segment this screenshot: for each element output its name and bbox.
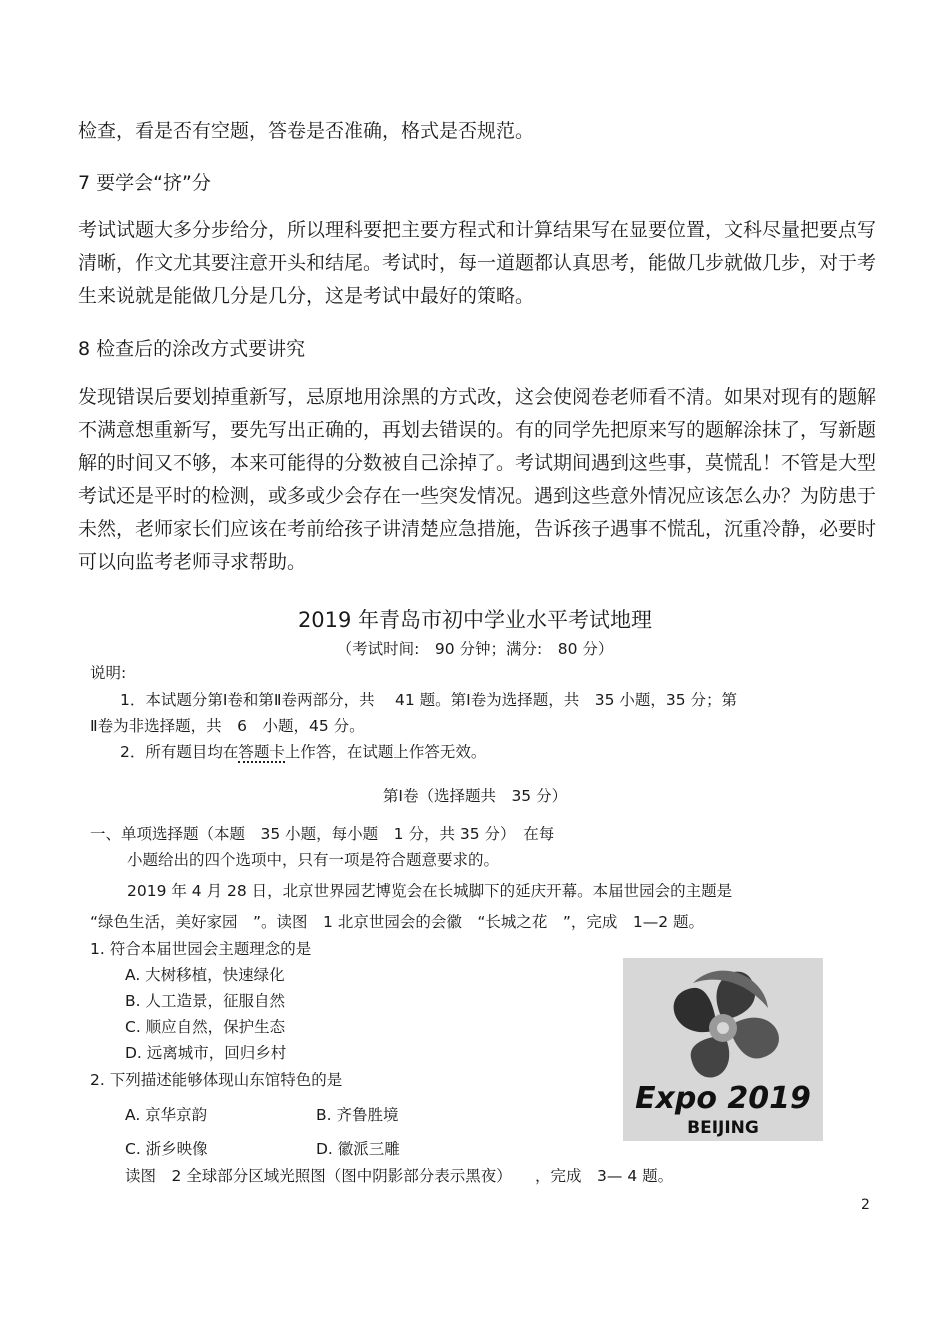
question-1: 1. 符合本届世园会主题理念的是	[90, 940, 312, 958]
logo-expo-text: Expo 2019	[635, 1081, 811, 1116]
intro-line-b: “绿色生活，美好家园 ”。读图 1 北京世园会的会徽 “长城之花 ”，完成 1—2 题。	[90, 913, 705, 931]
paragraph-8: 发现错误后要划掉重新写，忌原地用涂黑的方式改，这会使阅卷老师看不清。如果对现有的题解不满意想重新写，要先写出正确的，再划去错误的。有的同学先把原来写的题解涂抹了，写新题解的时间又不够，本来可能得的分数被自己涂掉了。考试期间遇到这些事，莫慌乱！不管是大型考试还是平时的检测，或多或少会存在一些突发情况。遇到这些意外情况应该怎么办？为防患于未然，老师家长们应该在考前给孩子讲清楚应急措施，告诉孩子遇事不慌乱，沉重冷静，必要时可以向监考老师寻求帮助。	[78, 386, 877, 573]
note-1-line-a: 1．本试题分第Ⅰ卷和第Ⅱ卷两部分，共 41 题。第Ⅰ卷为选择题，共 35 小题，35 分；第	[120, 691, 738, 709]
q2-option-a: A. 京华京韵	[125, 1106, 208, 1124]
read-figure-2: 读图 2 全球部分区域光照图（图中阴影部分表示黑夜） ，完成 3— 4 题。	[125, 1167, 674, 1185]
flower-emblem-icon	[623, 958, 823, 1141]
question-2: 2. 下列描述能够体现山东馆特色的是	[90, 1071, 343, 1089]
q1-option-b: B. 人工造景，征服自然	[125, 992, 285, 1010]
heading-7: 7 要学会“挤”分	[78, 172, 211, 194]
note-2-pre: 2．所有题目均在	[120, 743, 239, 761]
heading-8: 8 检查后的涂改方式要讲究	[78, 338, 306, 360]
exam-subtitle: （考试时间: 90 分钟；满分: 80 分）	[336, 640, 614, 658]
logo-beijing-text: BEIJING	[687, 1118, 759, 1138]
q1-option-d: D. 远离城市，回归乡村	[125, 1044, 287, 1062]
part-1-line-b: 小题给出的四个选项中，只有一项是符合题意要求的。	[127, 851, 500, 869]
note-label: 说明:	[90, 664, 127, 682]
paragraph-7: 考试试题大多分步给分，所以理科要把主要方程式和计算结果写在显要位置，文科尽量把要点写清晰，作文尤其要注意开头和结尾。考试时，每一道题都认真思考，能做几步就做几步，对于考生来说就是能做几分是几分，这是考试中最好的策略。	[78, 219, 877, 307]
q2-option-d: D. 徽派三雕	[316, 1140, 400, 1158]
paragraph-check: 检查，看是否有空题，答卷是否准确，格式是否规范。	[78, 120, 535, 142]
q2-option-b: B. 齐鲁胜境	[316, 1106, 399, 1124]
q1-option-a: A. 大树移植，快速绿化	[125, 966, 285, 984]
exam-title: 2019 年青岛市初中学业水平考试地理	[297, 608, 653, 632]
page-number: 2	[861, 1197, 870, 1213]
section-heading: 第Ⅰ卷（选择题共 35 分）	[382, 787, 568, 805]
note-2	[120, 740, 486, 762]
note-1-line-b: Ⅱ卷为非选择题，共 6 小题，45 分。	[90, 717, 365, 735]
q2-option-c: C. 浙乡映像	[125, 1140, 208, 1158]
note-2-post: 上作答，在试题上作答无效。	[284, 743, 487, 761]
expo-2019-logo-image	[623, 958, 823, 1141]
q1-option-c: C. 顺应自然，保护生态	[125, 1018, 286, 1036]
part-1-line-a: 一、单项选择题（本题 35 小题，每小题 1 分，共 35 分） 在每	[90, 825, 555, 843]
note-2-emphasis: 答题卡	[238, 743, 285, 761]
intro-line-a: 2019 年 4 月 28 日，北京世界园艺博览会在长城脚下的延庆开幕。本届世园会的主题是	[127, 882, 733, 900]
